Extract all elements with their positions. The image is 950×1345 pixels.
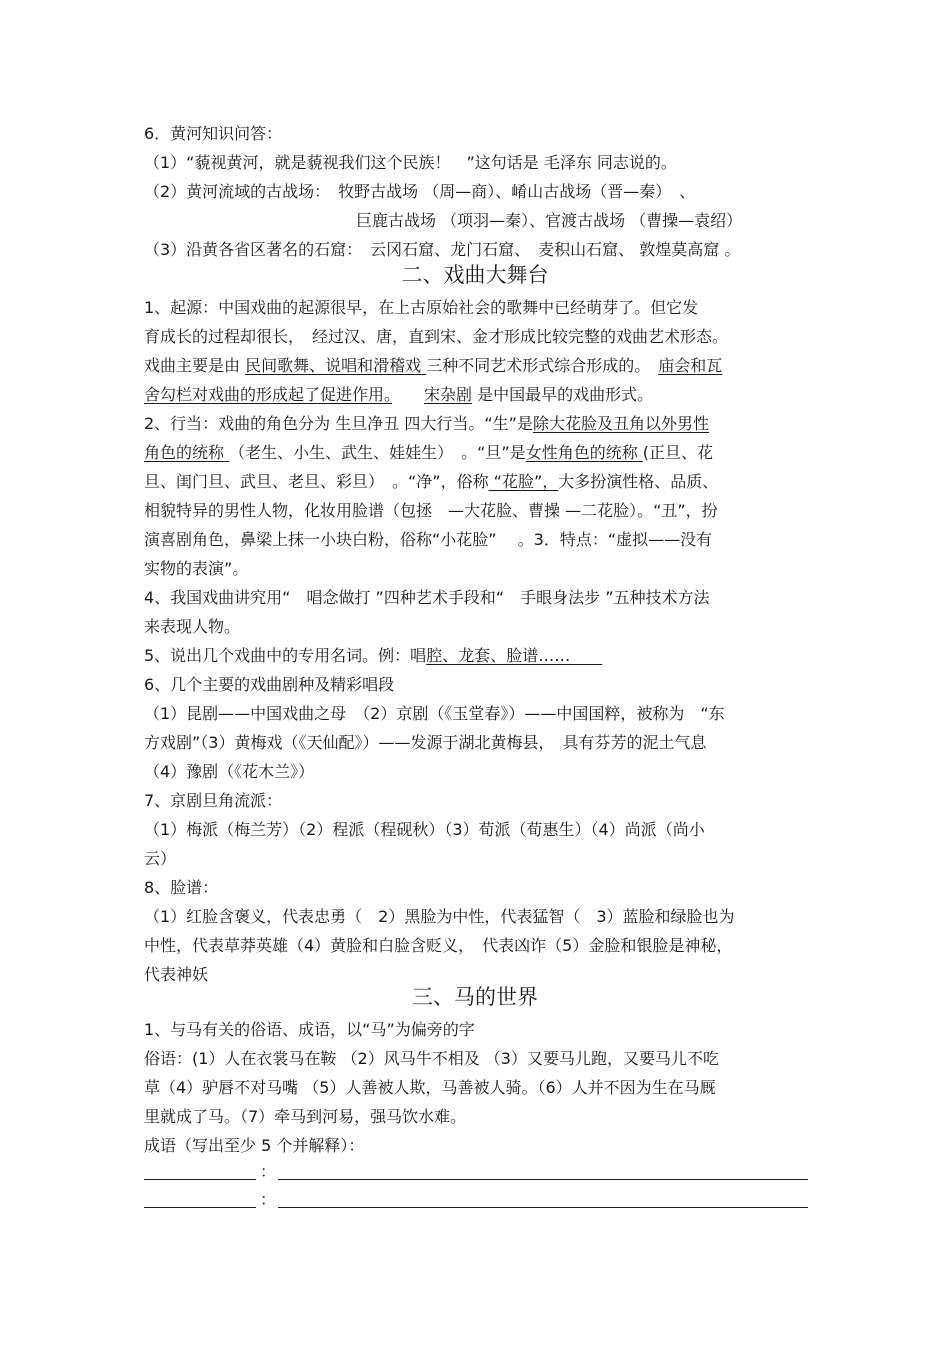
- text-run: 是中国最早的戏曲形式。: [472, 385, 654, 404]
- opera-origin-line-1: 1、起源：中国戏曲的起源很早，在上古原始社会的歌舞中已经萌芽了。但它发: [144, 298, 699, 317]
- explanation-blank[interactable]: [278, 1179, 808, 1180]
- underlined-answer: “花脸”，: [488, 472, 559, 491]
- text-run: （老生、小生、武生、娃娃生） 。“旦”是: [229, 443, 526, 462]
- question-6-item-3: （3）沿黄各省区著名的石窟： 云冈石窟、龙门石窟、 麦积山石窟、 敦煌莫高窟 。: [144, 240, 741, 259]
- underlined-answer: 民间歌舞、说唱和滑稽戏: [245, 356, 427, 375]
- colon-separator: ：: [260, 1162, 277, 1181]
- opera-roles-line-6: 实物的表演”。: [144, 559, 249, 578]
- opera-genres-line-3: （4）豫剧（《花木兰》）: [144, 762, 315, 781]
- text-run: 2、行当：戏曲的角色分为 生旦净丑 四大行当。“生”是: [144, 414, 533, 433]
- idiom-blank[interactable]: [144, 1207, 256, 1208]
- opera-roles-line-1: [144, 414, 809, 434]
- idioms-prompt: 成语（写出至少 5 个并解释）：: [144, 1136, 365, 1155]
- opera-genres-title: 6、几个主要的戏曲剧种及精彩唱段: [144, 675, 395, 694]
- opera-terms-line: [144, 646, 809, 666]
- idiom-answer-row-2: [144, 1190, 809, 1210]
- underlined-answer: 角色的统称: [144, 443, 230, 462]
- dan-schools-line-1: （1）梅派（梅兰芳）（2）程派（程砚秋）（3）荀派（荀惠生）（4）尚派（尚小: [144, 820, 705, 839]
- facial-makeup-line-2: 中性，代表草莽英雄（4）黄脸和白脸含贬义， 代表凶诈（5）金脸和银脸是神秘，: [144, 936, 733, 955]
- text-run: 戏曲主要是由: [144, 356, 246, 375]
- text-run: [392, 385, 424, 404]
- opera-roles-line-4: 相貌特异的男性人物，化妆用脸谱（包拯 —大花脸、曹操 —二花脸）。“丑”，扮: [144, 501, 718, 520]
- horse-intro-line: 1、与马有关的俗语、成语，以“马”为偏旁的字: [144, 1020, 475, 1039]
- text-run: (正旦、花: [642, 443, 714, 462]
- question-6-item-2-continued: 巨鹿古战场 （项羽—秦）、官渡古战场 （曹操—袁绍）: [356, 211, 743, 230]
- text-run: 旦、闺门旦、武旦、老旦、彩旦） 。“净”，俗称: [144, 472, 489, 491]
- idiom-blank[interactable]: [144, 1179, 256, 1180]
- opera-techniques-line-2: 来表现人物。: [144, 617, 241, 636]
- horse-sayings-line-3: 里就成了马。（7）牵马到河易，强马饮水难。: [144, 1107, 467, 1126]
- question-6-item-2: （2）黄河流域的古战场： 牧野古战场 （周—商）、崤山古战场（晋—秦） 、: [144, 182, 696, 201]
- opera-genres-line-1: （1）昆剧——中国戏曲之母 （2）京剧（《玉堂春》）——中国国粹，被称为 “东: [144, 704, 725, 723]
- opera-roles-line-2: [144, 443, 809, 463]
- facial-makeup-line-3: 代表神妖: [144, 965, 209, 984]
- opera-origin-line-2: 育成长的过程却很长， 经过汉、唐，直到宋、金才形成比较完整的戏曲艺术形态。: [144, 327, 729, 346]
- underlined-answer: 女性角色的统称: [525, 443, 643, 462]
- underlined-answer: 庙会和瓦: [658, 356, 723, 375]
- opera-roles-line-3: [144, 472, 809, 492]
- underlined-answer: 腔、龙套、脸谱……: [426, 646, 603, 665]
- colon-separator: ：: [260, 1190, 277, 1209]
- horse-sayings-line-1: 俗语：(1）人在衣裳马在鞍 （2）风马牛不相及 （3）又要马儿跑，又要马儿不吃: [144, 1049, 719, 1068]
- horse-sayings-line-2: 草（4）驴唇不对马嘴 （5）人善被人欺，马善被人骑。（6）人并不因为生在马厩: [144, 1078, 716, 1097]
- text-run: 5、说出几个戏曲中的专用名词。例：唱: [144, 646, 427, 665]
- opera-genres-line-2: 方戏剧”（3）黄梅戏（《天仙配》）——发源于湖北黄梅县， 具有芬芳的泥土气息: [144, 733, 707, 752]
- text-run: 大多扮演性格、品质、: [558, 472, 719, 491]
- section-2-heading: 二、戏曲大舞台: [401, 263, 549, 287]
- underlined-answer: 舍勾栏对戏曲的形成起了促进作用。: [144, 385, 393, 404]
- underlined-answer: 宋杂剧: [424, 385, 473, 404]
- dan-schools-title: 7、京剧旦角流派：: [144, 791, 283, 810]
- text-run: 三种不同艺术形式综合形成的。: [426, 356, 659, 375]
- facial-makeup-title: 8、脸谱：: [144, 878, 219, 897]
- question-6-title: 6．黄河知识问答：: [144, 124, 283, 143]
- opera-techniques-line-1: 4、我国戏曲讲究用“ 唱念做打 ”四种艺术手段和“ 手眼身法步 ”五种技术方法: [144, 588, 710, 607]
- opera-origin-line-4: [144, 385, 809, 405]
- question-6-item-1: （1）“藐视黄河，就是藐视我们这个民族！ ”这句话是 毛泽东 同志说的。: [144, 153, 677, 172]
- idiom-answer-row-1: [144, 1162, 809, 1182]
- section-3-heading: 三、马的世界: [412, 985, 538, 1009]
- opera-roles-line-5: 演喜剧角色，鼻梁上抹一小块白粉，俗称“小花脸” 。3．特点：“虚拟——没有: [144, 530, 713, 549]
- explanation-blank[interactable]: [278, 1207, 808, 1208]
- dan-schools-line-2: 云）: [144, 849, 177, 868]
- facial-makeup-line-1: （1）红脸含褒义，代表忠勇（ 2）黑脸为中性，代表猛智（ 3）蓝脸和绿脸也为: [144, 907, 735, 926]
- opera-origin-line-3: [144, 356, 809, 376]
- underlined-answer: 除大花脸及丑角以外男性: [532, 414, 709, 433]
